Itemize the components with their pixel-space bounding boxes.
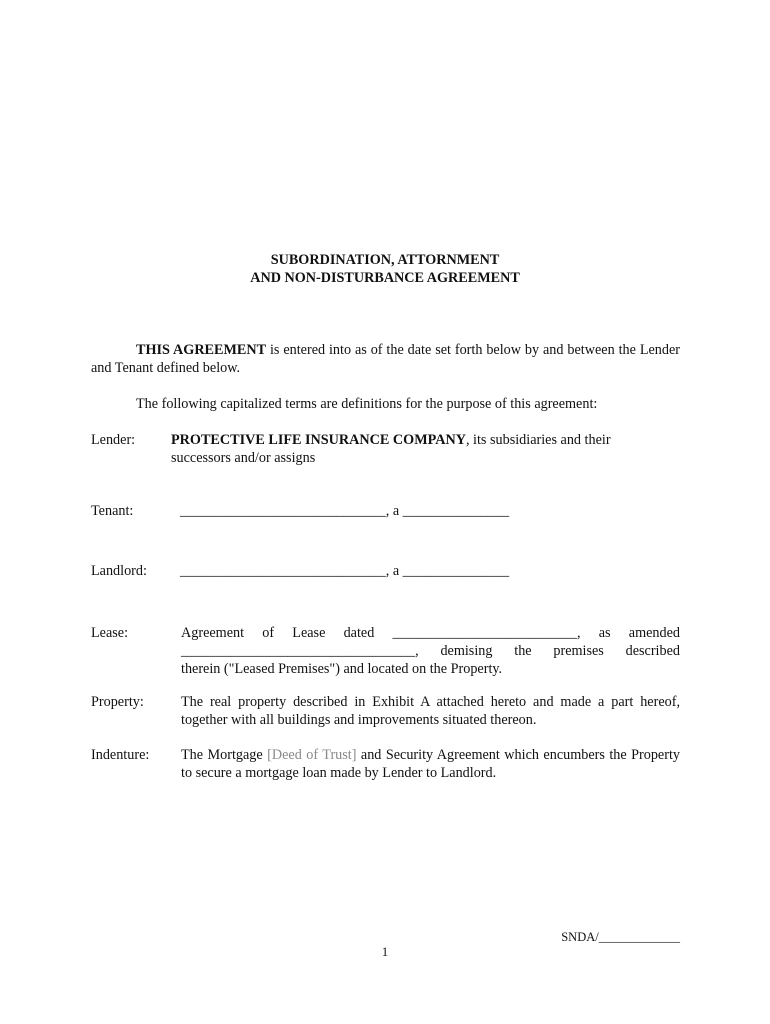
indenture-label: Indenture: [91, 747, 150, 763]
lease-line-2: _________________________________, demising the premises described [181, 643, 680, 659]
indenture-text-before: The Mortgage [181, 747, 268, 763]
lender-label: Lender: [91, 432, 136, 448]
page-number: 1 [381, 945, 389, 959]
lease-label: Lease: [91, 625, 129, 641]
lender-text: , its subsidiaries and their successors and/or assigns [171, 432, 611, 466]
intro-paragraph [91, 341, 680, 377]
landlord-label: Landlord: [91, 563, 147, 579]
landlord-definition: _____________________________, a _______________ [180, 563, 510, 579]
tenant-definition: _____________________________, a _______________ [180, 503, 510, 519]
terms-intro: The following capitalized terms are definitions for the purpose of this agreement: [136, 396, 598, 412]
lender-definition [171, 431, 651, 467]
property-label: Property: [91, 694, 144, 710]
document-title-line-2: AND NON-DISTURBANCE AGREEMENT [250, 270, 520, 286]
indenture-deed-of-trust: [Deed of Trust] [267, 747, 357, 763]
lease-definition [181, 624, 680, 678]
intro-lead: THIS AGREEMENT [136, 342, 267, 358]
lease-line-3: therein ("Leased Premises") and located on the Property. [181, 661, 503, 677]
document-title-line-1: SUBORDINATION, ATTORNMENT [270, 252, 500, 268]
lender-name: PROTECTIVE LIFE INSURANCE COMPANY [171, 432, 466, 448]
indenture-text-after: and Security Agreement which encumbers the Property to secure a mortgage loan made by Lender to Landlord. [181, 747, 680, 781]
indenture-definition [181, 746, 680, 782]
tenant-label: Tenant: [91, 503, 134, 519]
lease-line-1: Agreement of Lease dated __________________________, as amended [181, 625, 680, 641]
property-definition: The real property described in Exhibit A attached hereto and made a part hereof, together with all buildings and improvements situated thereon. [181, 694, 680, 728]
intro-text: is entered into as of the date set forth below by and between the Lender and Tenant defined below. [91, 342, 680, 376]
snda-reference: SNDA/_____________ [561, 930, 680, 944]
